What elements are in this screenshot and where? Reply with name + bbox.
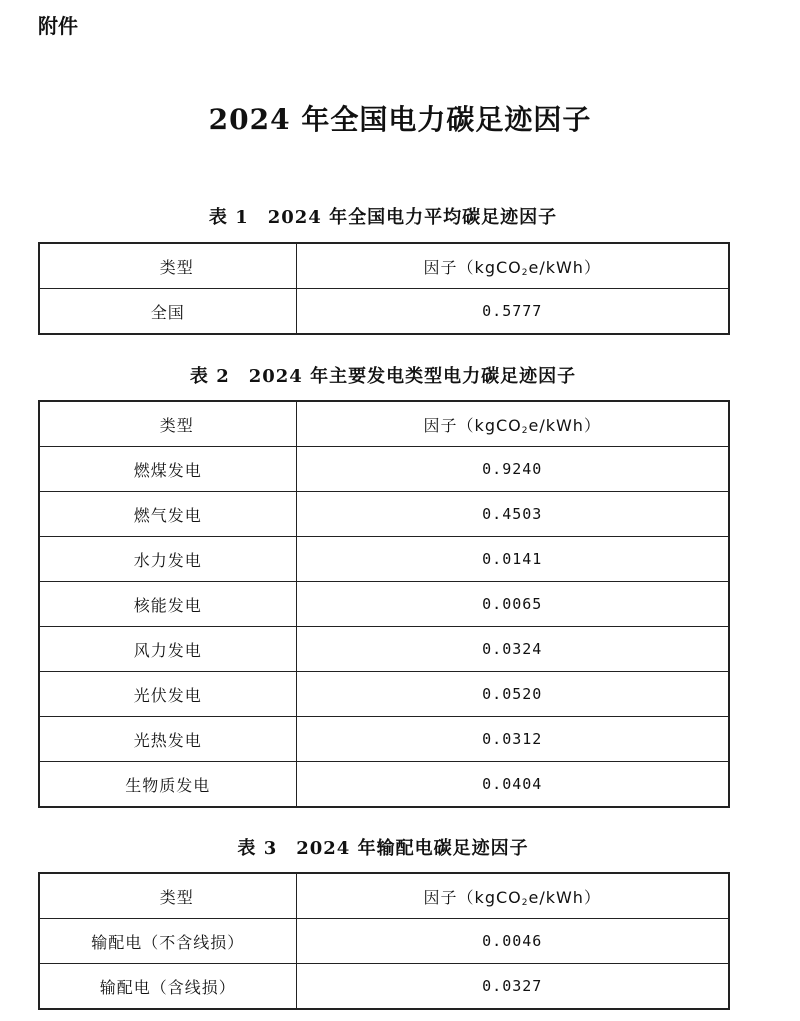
factor-cell: 0.5777 — [296, 289, 729, 335]
document-title: 2024 年全国电力碳足迹因子 — [208, 103, 592, 136]
table1 — [38, 242, 730, 335]
factor-cell: 0.0404 — [296, 762, 729, 808]
type-cell: 核能发电 — [39, 582, 296, 627]
table-row — [39, 447, 729, 492]
factor-cell: 0.4503 — [296, 492, 729, 537]
table-row — [39, 289, 729, 335]
table-row — [39, 717, 729, 762]
table-row — [39, 672, 729, 717]
table3-caption: 表 3 2024 年输配电碳足迹因子 — [237, 838, 529, 859]
type-cell: 水力发电 — [39, 537, 296, 582]
type-cell: 生物质发电 — [39, 762, 296, 808]
type-cell: 风力发电 — [39, 627, 296, 672]
type-cell: 全国 — [39, 289, 296, 335]
table3 — [38, 872, 730, 1010]
table-row — [39, 582, 729, 627]
factor-header: 因子（kgCO$_2$e/kWh） — [296, 873, 729, 919]
type-header: 类型 — [39, 873, 296, 919]
factor-cell: 0.0324 — [296, 627, 729, 672]
table2-caption: 表 2 2024 年主要发电类型电力碳足迹因子 — [189, 366, 577, 387]
factor-cell: 0.0065 — [296, 582, 729, 627]
table1-caption: 表 1 2024 年全国电力平均碳足迹因子 — [208, 207, 558, 228]
type-cell: 输配电（不含线损） — [39, 919, 296, 964]
table2-header-row — [39, 401, 729, 447]
attachment-label: 附件 — [38, 14, 78, 38]
factor-cell: 0.0520 — [296, 672, 729, 717]
factor-header: 因子（kgCO$_2$e/kWh） — [296, 401, 729, 447]
table-row — [39, 537, 729, 582]
table3-header-row — [39, 873, 729, 919]
type-cell: 燃煤发电 — [39, 447, 296, 492]
type-header: 类型 — [39, 243, 296, 289]
table-row — [39, 964, 729, 1010]
type-cell: 输配电（含线损） — [39, 964, 296, 1010]
type-cell: 光热发电 — [39, 717, 296, 762]
table-row — [39, 627, 729, 672]
type-cell: 燃气发电 — [39, 492, 296, 537]
type-cell: 光伏发电 — [39, 672, 296, 717]
factor-header: 因子（kgCO$_2$e/kWh） — [296, 243, 729, 289]
factor-cell: 0.0046 — [296, 919, 729, 964]
factor-cell: 0.0327 — [296, 964, 729, 1010]
factor-cell: 0.0141 — [296, 537, 729, 582]
table1-header-row — [39, 243, 729, 289]
table-row — [39, 492, 729, 537]
table2 — [38, 400, 730, 808]
factor-cell: 0.0312 — [296, 717, 729, 762]
factor-cell: 0.9240 — [296, 447, 729, 492]
table-row — [39, 762, 729, 808]
type-header: 类型 — [39, 401, 296, 447]
table-row — [39, 919, 729, 964]
